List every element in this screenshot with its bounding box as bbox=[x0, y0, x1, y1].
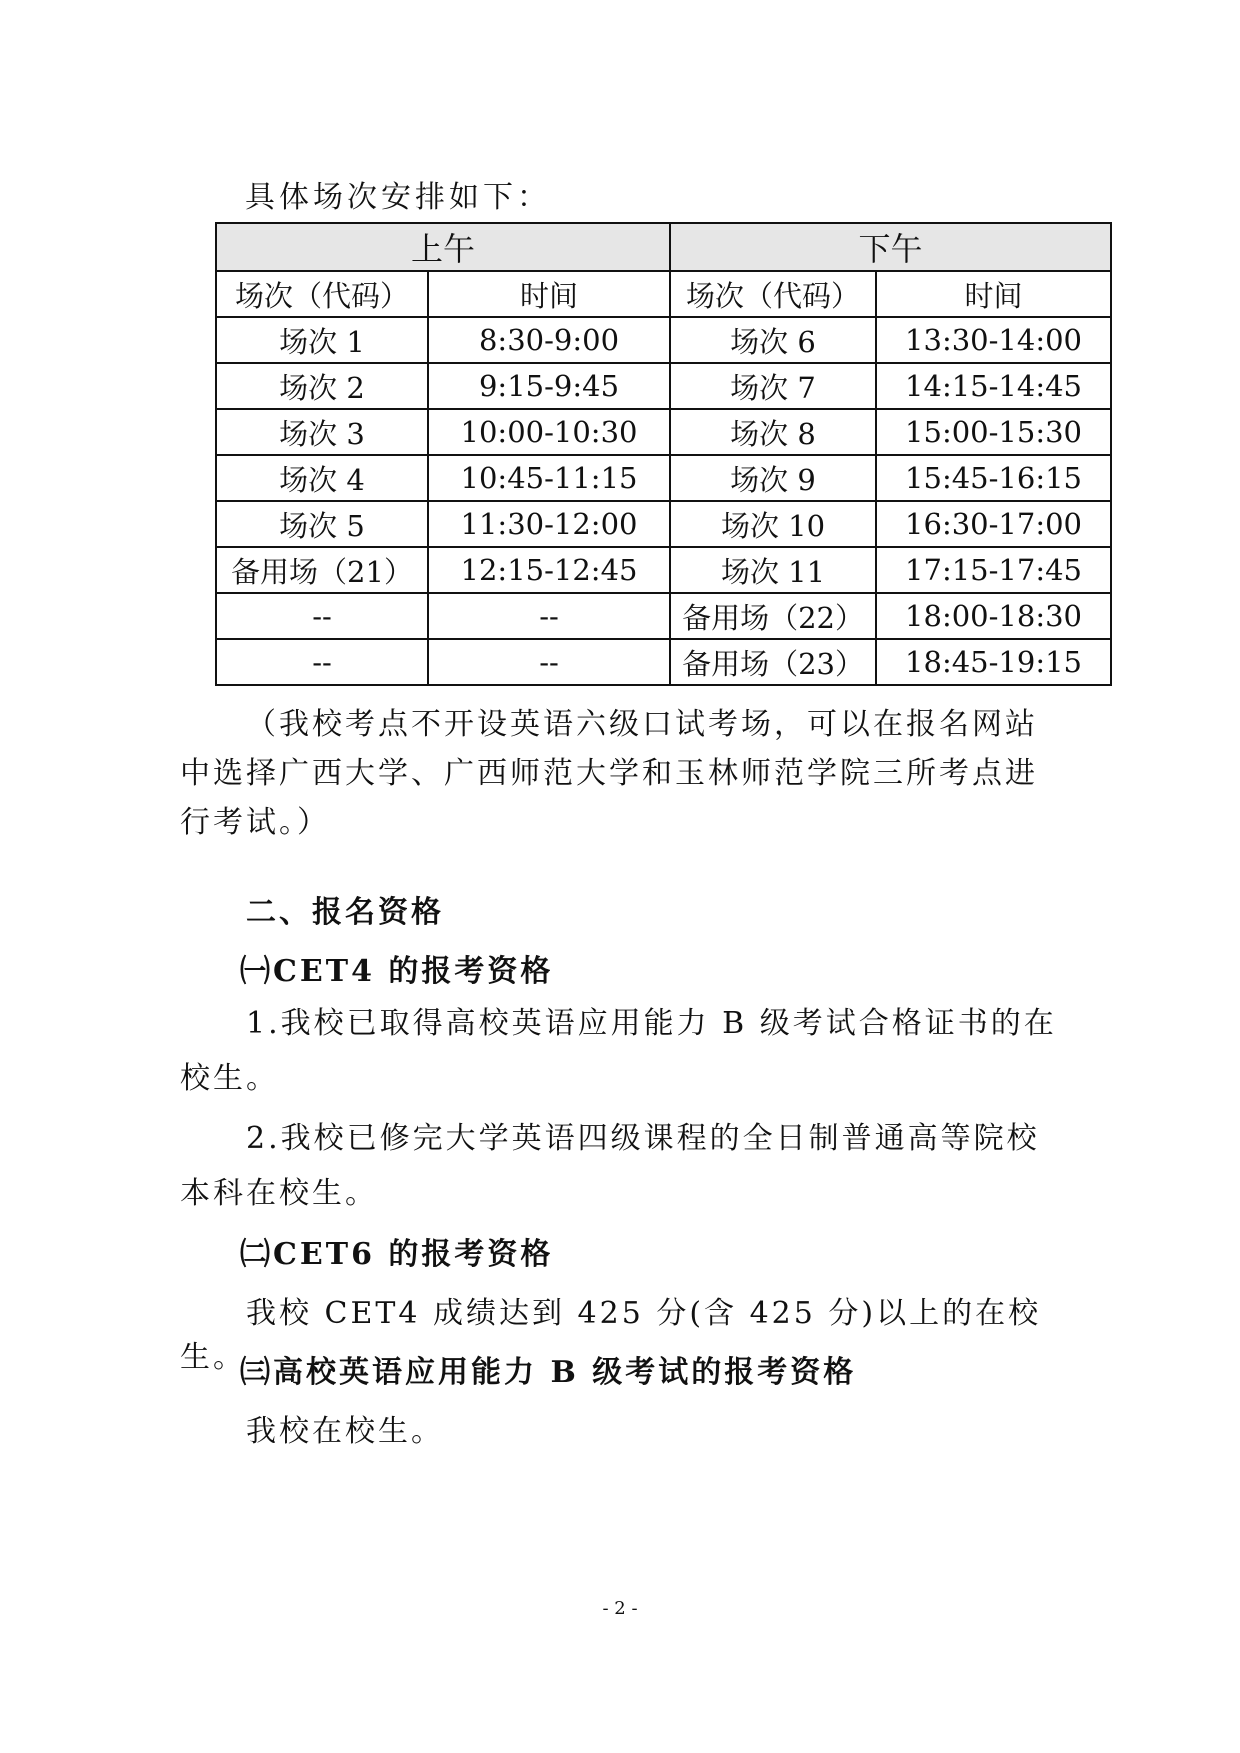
morning-time-cell: 8:30-9:00 bbox=[428, 317, 670, 363]
session-schedule-table bbox=[215, 222, 1112, 686]
table-column-header-row bbox=[216, 271, 1111, 317]
table-row bbox=[216, 409, 1111, 455]
table-row bbox=[216, 455, 1111, 501]
morning-session-cell: 场次 4 bbox=[216, 455, 428, 501]
afternoon-session-cell: 场次 6 bbox=[670, 317, 876, 363]
table-row bbox=[216, 547, 1111, 593]
afternoon-time-cell: 16:30-17:00 bbox=[876, 501, 1111, 547]
afternoon-time-cell: 18:00-18:30 bbox=[876, 593, 1111, 639]
exam-site-note: （我校考点不开设英语六级口试考场，可以在报名网站中选择广西大学、广西师范大学和玉林师范学院三所考点进行考试。） bbox=[180, 707, 1038, 840]
morning-session-header: 场次（代码） bbox=[216, 271, 428, 317]
morning-time-cell: 11:30-12:00 bbox=[428, 501, 670, 547]
table-row bbox=[216, 639, 1111, 685]
morning-time-cell: 10:00-10:30 bbox=[428, 409, 670, 455]
afternoon-time-cell: 13:30-14:00 bbox=[876, 317, 1111, 363]
table-row bbox=[216, 501, 1111, 547]
intro-text: 具体场次安排如下： bbox=[245, 180, 551, 215]
page-number: - 2 - bbox=[602, 1598, 638, 1619]
afternoon-time-cell: 17:15-17:45 bbox=[876, 547, 1111, 593]
morning-time-cell: -- bbox=[428, 593, 670, 639]
afternoon-session-cell: 场次 9 bbox=[670, 455, 876, 501]
afternoon-session-cell: 场次 8 bbox=[670, 409, 876, 455]
afternoon-time-header: 时间 bbox=[876, 271, 1111, 317]
level-b-eligibility-text: 我校在校生。 bbox=[246, 1414, 444, 1449]
afternoon-session-cell: 场次 10 bbox=[670, 501, 876, 547]
morning-session-cell: 场次 5 bbox=[216, 501, 428, 547]
subsection-heading-cet4: ㈠CET4 的报考资格 bbox=[240, 954, 554, 989]
subsection-heading-cet6: ㈡CET6 的报考资格 bbox=[240, 1237, 554, 1272]
morning-session-cell: 场次 1 bbox=[216, 317, 428, 363]
morning-time-cell: 9:15-9:45 bbox=[428, 363, 670, 409]
cet6-eligibility-text: 我校 CET4 成绩达到 425 分(含 425 分)以上的在校生。 bbox=[180, 1296, 1042, 1375]
afternoon-session-cell: 备用场（22） bbox=[670, 593, 876, 639]
subsection-heading-level-b: ㈢高校英语应用能力 B 级考试的报考资格 bbox=[240, 1355, 857, 1390]
morning-time-header: 时间 bbox=[428, 271, 670, 317]
table-row bbox=[216, 593, 1111, 639]
afternoon-session-header: 场次（代码） bbox=[670, 271, 876, 317]
morning-session-cell: 场次 3 bbox=[216, 409, 428, 455]
afternoon-time-cell: 14:15-14:45 bbox=[876, 363, 1111, 409]
morning-time-cell: 10:45-11:15 bbox=[428, 455, 670, 501]
section-heading-eligibility: 二、报名资格 bbox=[246, 895, 444, 930]
morning-time-cell: -- bbox=[428, 639, 670, 685]
afternoon-time-cell: 15:00-15:30 bbox=[876, 409, 1111, 455]
cet4-eligibility-item-2: 2.我校已修完大学英语四级课程的全日制普通高等院校本科在校生。 bbox=[180, 1121, 1040, 1211]
morning-header: 上午 bbox=[216, 223, 670, 271]
morning-session-cell: 场次 2 bbox=[216, 363, 428, 409]
afternoon-session-cell: 场次 7 bbox=[670, 363, 876, 409]
afternoon-time-cell: 18:45-19:15 bbox=[876, 639, 1111, 685]
afternoon-header: 下午 bbox=[670, 223, 1111, 271]
afternoon-session-cell: 场次 11 bbox=[670, 547, 876, 593]
afternoon-session-cell: 备用场（23） bbox=[670, 639, 876, 685]
morning-session-cell: -- bbox=[216, 639, 428, 685]
morning-session-cell: -- bbox=[216, 593, 428, 639]
cet4-eligibility-item-1: 1.我校已取得高校英语应用能力 B 级考试合格证书的在校生。 bbox=[180, 1006, 1057, 1096]
table-period-row bbox=[216, 223, 1111, 271]
table-row bbox=[216, 317, 1111, 363]
morning-session-cell: 备用场（21） bbox=[216, 547, 428, 593]
table-row bbox=[216, 363, 1111, 409]
afternoon-time-cell: 15:45-16:15 bbox=[876, 455, 1111, 501]
morning-time-cell: 12:15-12:45 bbox=[428, 547, 670, 593]
